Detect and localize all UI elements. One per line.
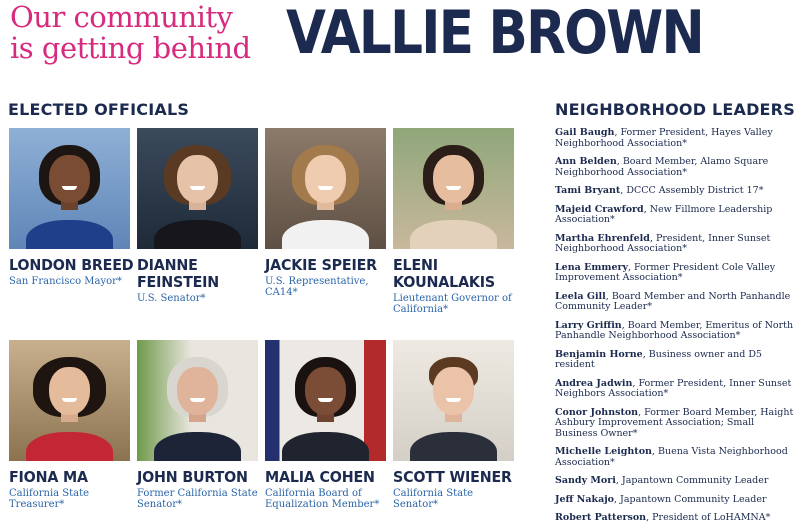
neighborhood-leaders-list xyxy=(555,128,795,532)
official-card xyxy=(137,340,261,510)
official-card xyxy=(9,340,133,510)
official-name: JACKIE SPEIER xyxy=(265,256,377,274)
official-photo xyxy=(137,128,258,249)
list-item: Benjamin Horne, Business owner and D5 resident xyxy=(555,348,762,370)
official-role: San Francisco Mayor* xyxy=(9,276,122,287)
official-name: DIANNE FEINSTEIN xyxy=(137,256,220,291)
tagline-line-1: Our community xyxy=(10,0,233,34)
official-role: California State Treasurer* xyxy=(9,488,90,510)
list-item: Sandy Mori, Japantown Community Leader xyxy=(555,475,769,486)
official-card xyxy=(393,340,517,510)
official-role: California Board of Equalization Member* xyxy=(265,488,380,510)
candidate-name: VALLIE BROWN xyxy=(286,0,703,68)
elected-officials-heading: ELECTED OFFICIALS xyxy=(8,100,190,119)
official-name: SCOTT WIENER xyxy=(393,468,512,486)
official-name: MALIA COHEN xyxy=(265,468,375,486)
list-item: Andrea Jadwin, Former President, Inner Sunset Neighbors Association* xyxy=(555,377,792,399)
official-role: California State Senator* xyxy=(393,488,474,510)
tagline xyxy=(10,2,251,64)
list-item: Michelle Leighton, Buena Vista Neighborhood Association* xyxy=(555,446,788,468)
list-item: Tami Bryant, DCCC Assembly District 17* xyxy=(555,185,764,196)
list-item: Lena Emmery, Former President Cole Valley Improvement Association* xyxy=(555,261,776,283)
official-photo xyxy=(265,128,386,249)
official-name: FIONA MA xyxy=(9,468,88,486)
official-name: ELENI KOUNALAKIS xyxy=(393,256,496,291)
list-item: Leela Gill, Board Member and North Panhandle Community Leader* xyxy=(555,290,791,312)
list-item: Robert Patterson, President of LoHAMNA* xyxy=(555,512,771,523)
official-role: U.S. Senator* xyxy=(137,293,206,304)
list-item: Gail Baugh, Former President, Hayes Valley Neighborhood Association* xyxy=(555,127,773,149)
list-item: Martha Ehrenfeld, President, Inner Sunset Neighborhood Association* xyxy=(555,232,771,254)
official-card xyxy=(9,128,133,287)
official-name: LONDON BREED xyxy=(9,256,134,274)
list-item: Conor Johnston, Former Board Member, Haight Ashbury Improvement Association; Small Business Owner* xyxy=(555,406,794,439)
official-photo xyxy=(9,128,130,249)
official-photo xyxy=(9,340,130,461)
list-item: Ann Belden, Board Member, Alamo Square Neighborhood Association* xyxy=(555,156,769,178)
neighborhood-leaders-heading: NEIGHBORHOOD LEADERS xyxy=(555,100,795,119)
list-item: Larry Griffin, Board Member, Emeritus of North Panhandle Neighborhood Association* xyxy=(555,319,794,341)
official-role: Lieutenant Governor of California* xyxy=(393,293,512,315)
official-card xyxy=(265,128,389,298)
official-card xyxy=(265,340,389,510)
official-role: Former California State Senator* xyxy=(137,488,258,510)
official-photo xyxy=(137,340,258,461)
official-photo xyxy=(393,128,514,249)
official-photo xyxy=(265,340,386,461)
official-photo xyxy=(393,340,514,461)
list-item: Majeid Crawford, New Fillmore Leadership Association* xyxy=(555,203,773,225)
list-item: Jeff Nakajo, Japantown Community Leader xyxy=(555,493,767,505)
tagline-line-2: is getting behind xyxy=(10,31,251,65)
official-role: U.S. Representative, CA14* xyxy=(265,276,369,298)
official-card xyxy=(137,128,261,304)
official-name: JOHN BURTON xyxy=(137,468,248,486)
official-card xyxy=(393,128,517,315)
